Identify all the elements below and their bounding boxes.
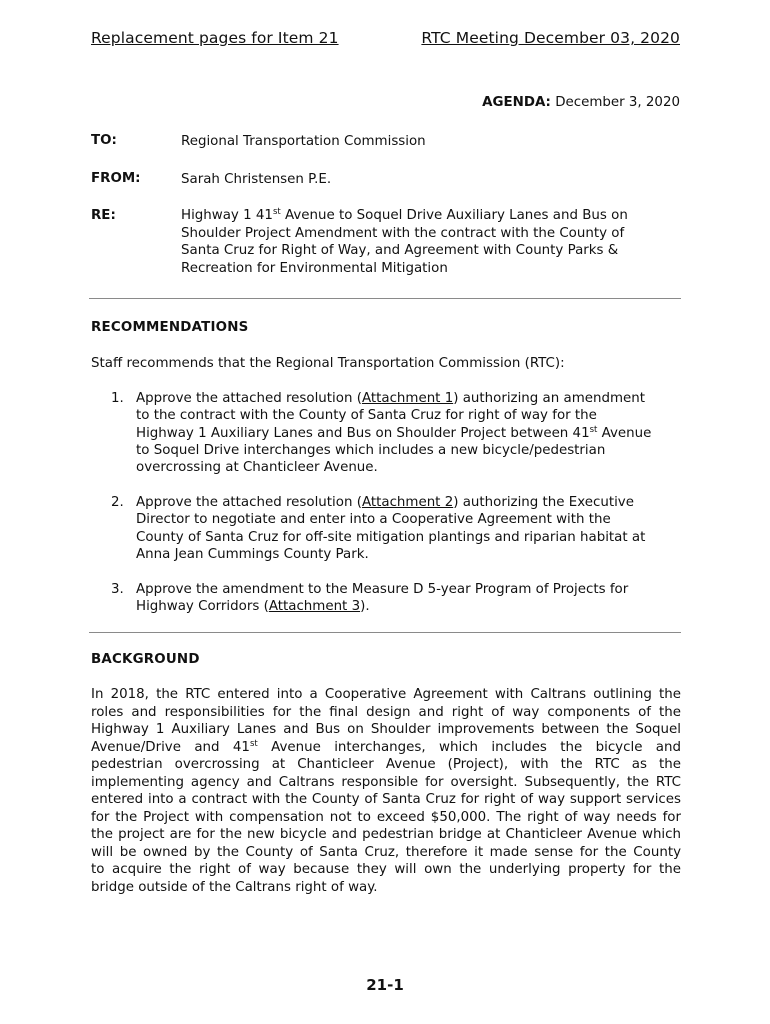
item1-line1-a: Approve the attached resolution ( [136, 391, 362, 406]
bg-line: will be owned by the County of Santa Cruz, therefore it made sense for the County [91, 844, 681, 860]
agenda-value: December 3, 2020 [555, 95, 680, 110]
item2-line4: Anna Jean Cummings County Park. [136, 546, 369, 562]
item3-line1: Approve the amendment to the Measure D 5-year Program of Projects for [136, 582, 629, 597]
re-label: RE: [91, 208, 116, 223]
list-item-number: 3. [111, 582, 124, 597]
re-line3: Santa Cruz for Right of Way, and Agreement with County Parks & [181, 243, 619, 259]
recommendations-intro: Staff recommends that the Regional Transportation Commission (RTC): [91, 356, 565, 371]
bg-line: roles and responsibilities for the final design and right of way components of the [91, 704, 681, 720]
divider-bottom [89, 632, 681, 633]
bg-line4-a: Avenue/Drive and 41 [91, 739, 250, 755]
recommendations-heading: RECOMMENDATIONS [91, 320, 249, 335]
item3-line2-b: ). [360, 599, 370, 615]
item1-line2: to the contract with the County of Santa Cruz for right of way for the [136, 408, 597, 424]
attachment-1-link[interactable]: Attachment 1 [361, 391, 454, 406]
attachment-2-link[interactable]: Attachment 2 [361, 495, 454, 510]
re-line1-a: Highway 1 41 [181, 208, 273, 223]
agenda-date [482, 95, 680, 110]
bg-line: to acquire the right of way because they will own the underlying property for the [91, 862, 681, 877]
from-value: Sarah Christensen P.E. [181, 172, 332, 187]
to-label: TO: [91, 133, 117, 148]
background-paragraph [91, 686, 681, 896]
item1-line5: overcrossing at Chanticleer Avenue. [136, 460, 378, 476]
page-number: 21-1 [366, 976, 404, 994]
bg-line: pedestrian overcrossing at Chanticleer Avenue (Project), with the RTC as the [91, 757, 681, 772]
to-value: Regional Transportation Commission [181, 134, 426, 149]
bg-line: implementing agency and Caltrans responsible for oversight. Subsequently, the RTC [91, 774, 681, 790]
item1-line3-sup: st [589, 424, 598, 435]
bg-line4-b: Avenue interchanges, which includes the bicycle and [257, 739, 681, 755]
item1-line3-b: Avenue [597, 425, 652, 441]
from-label: FROM: [91, 171, 141, 186]
header-right: RTC Meeting December 03, 2020 [421, 29, 680, 47]
header-left: Replacement pages for Item 21 [91, 29, 339, 47]
item2-line3: County of Santa Cruz for off-site mitigation plantings and riparian habitat at [136, 529, 646, 545]
bg-line: bridge outside of the Caltrans right of way. [91, 879, 378, 895]
background-heading: BACKGROUND [91, 652, 200, 667]
item1-line4: to Soquel Drive interchanges which includes a new bicycle/pedestrian [136, 442, 606, 458]
item1-line3-a: Highway 1 Auxiliary Lanes and Bus on Shoulder Project between 41 [136, 425, 590, 441]
bg-line [91, 739, 681, 757]
re-line1-b: Avenue to Soquel Drive Auxiliary Lanes and Bus on [280, 208, 628, 223]
bg-line: entered into a contract with the County of Santa Cruz for right of way support services [91, 792, 681, 807]
re-line2: Shoulder Project Amendment with the contract with the County of [181, 225, 625, 241]
attachment-3-link[interactable]: Attachment 3 [268, 599, 361, 615]
divider-top [89, 298, 681, 299]
item1-line1-b: ) authorizing an amendment [453, 391, 645, 406]
bg-line4-sup: st [249, 738, 258, 749]
item2-line1-a: Approve the attached resolution ( [136, 495, 362, 510]
re-line1-sup: st [272, 207, 281, 217]
bg-line: Highway 1 Auxiliary Lanes and Bus on Shoulder improvements between the Soquel [91, 722, 681, 737]
list-item-number: 1. [111, 391, 124, 406]
item2-line2: Director to negotiate and enter into a Cooperative Agreement with the [136, 512, 611, 528]
bg-line: for the Project with compensation not to exceed $50,000. The right of way needs for [91, 809, 681, 825]
bg-line: the project are for the new bicycle and pedestrian bridge at Chanticleer Avenue which [91, 827, 681, 842]
agenda-label: AGENDA: [482, 95, 551, 110]
item3-line2-a: Highway Corridors ( [136, 599, 269, 615]
re-line4: Recreation for Environmental Mitigation [181, 261, 448, 277]
re-value [181, 207, 681, 278]
list-item-number: 2. [111, 495, 124, 510]
bg-line: In 2018, the RTC entered into a Cooperative Agreement with Caltrans outlining the [91, 687, 681, 702]
item2-line1-b: ) authorizing the Executive [453, 495, 634, 510]
